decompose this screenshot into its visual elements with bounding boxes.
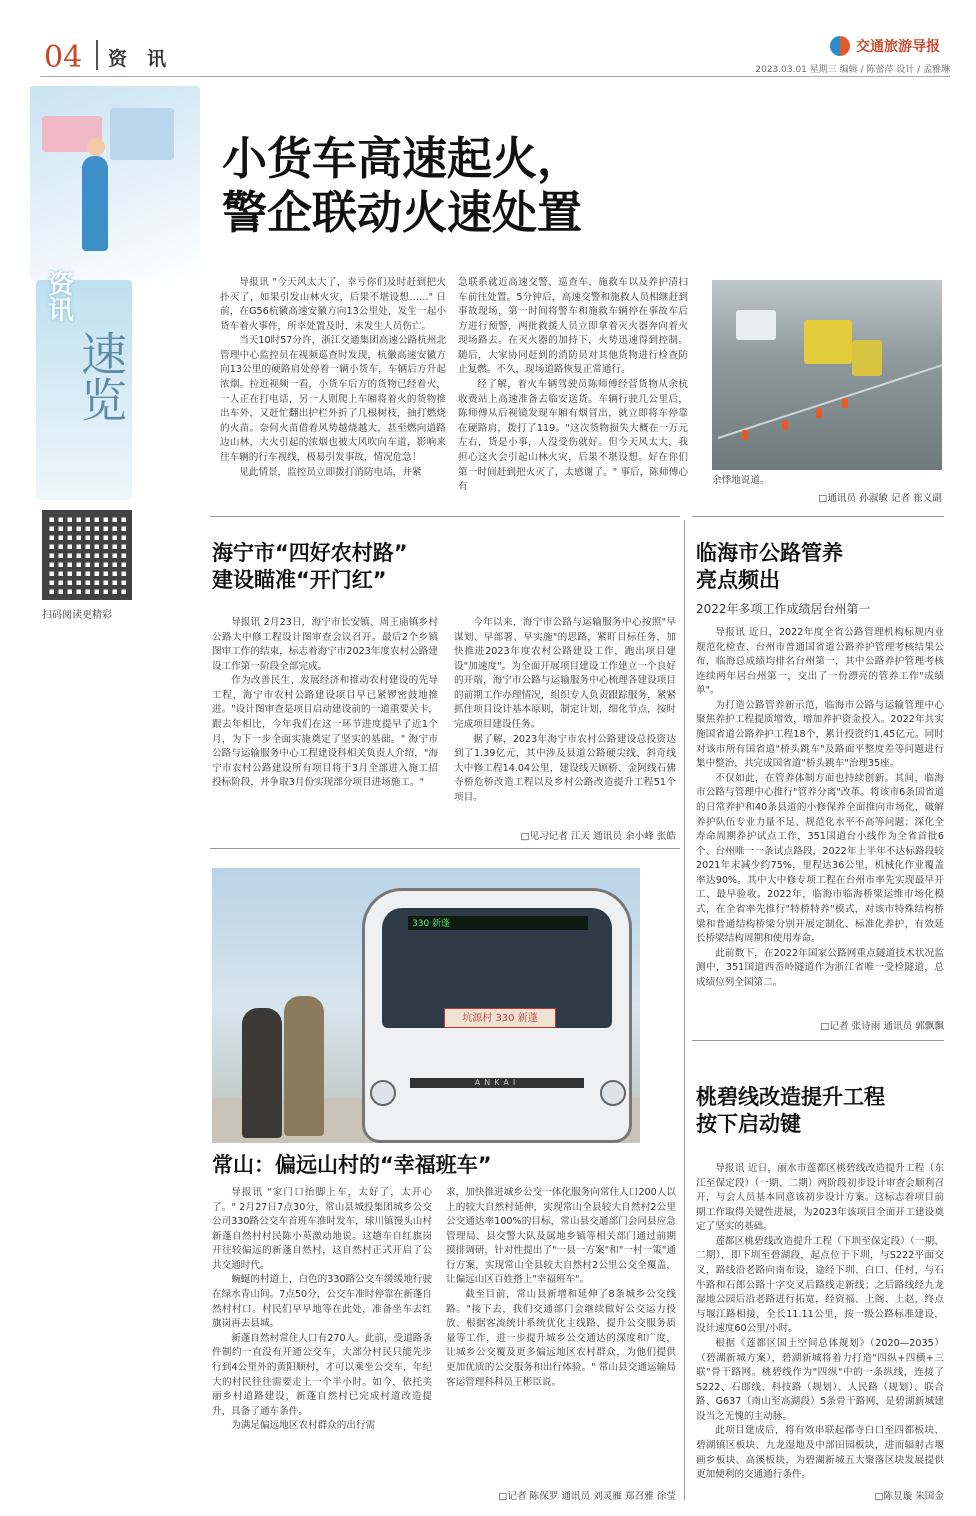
column-rule [684, 520, 685, 1500]
haining-headline-line1: 海宁市“四好农村路” [212, 541, 408, 565]
haining-paragraph: 据了解，2023年海宁市农村公路建设总投资达到了1.39亿元，其中涉及县道公路硬尖线、斜奇线大中修工程14.04公里，建设线天顾桥、金阿线石佛寺桥危桥改造工程以及乡村公路改造提升工程51个项目。 [454, 733, 676, 803]
truck-icon [804, 320, 852, 364]
bus-destination-sign: 330 新蓬 [408, 916, 588, 930]
changshan-paragraph: 截至目前，常山县新增和延伸了8条城乡公交线路。"接下去，我们交通部门会继续做好公交运力投放、根据客流统计系统优化主线路、提升公交服务质量等工作，进一步提升城乡公交通达的深度和广度，让城乡公交覆及更多偏远地区农村群众，为他们提供更加优质的公交服务和出行体验。" 常山县交通运输局客运管理科科员王彬臣说。 [446, 1289, 676, 1388]
taobi-paragraph: 此项目建成后，将有效串联起郡寺白口至四都板块、碧湖镇区板块、九龙湿地及中部田园板块，进而辐射古堰画乡板块、高溪板块，为碧湖新城五大聚落区块发展提供更加便利的交通通行条件。 [696, 1425, 944, 1481]
linhai-paragraph: 导报讯 近日，2022年度全省公路管理机构标规内业规范化检查、台州市普通国省道公路养护管理考核结果公布，临海总成绩均排名台州第一，其中公路养护管理考核连续两年居台州第一，交出了一份漂亮的管养工作"成绩单"。 [696, 627, 944, 697]
haining-paragraph: 导报讯 2月23日，海宁市长安镇、周王庙镇乡村公路大中修工程设计图审查会议召开。最后2个乡镇图审工作的结束，标志着海宁市2023年度农村公路建设工作第一阶段全部完成。 [212, 617, 438, 672]
qr-caption: 扫码阅读更精彩 [42, 610, 112, 621]
changshan-paragraph: 求，加快推进城乡公交一体化服务向常住人口200人以上的较大自然村延伸，实现常山全县较大自然村2公里公交通达率100%的目标，常山县交通部门会同县应急管理局、县交警大队及属地乡镇等相关部门通过前期摸排调研，针对性提出了"一县一方案"和"一村一策"通行方案，实现常山全县较大自然村2公里公交全覆盖，让偏远山区百姓搭上"幸福班车"。 [446, 1187, 676, 1286]
headlight-icon [370, 1080, 396, 1106]
paper-name: 交通旅游导报 [856, 39, 940, 55]
sidebar-title-a: 资讯 [43, 270, 74, 322]
lead-column-3 [712, 474, 942, 489]
traffic-cone-icon [782, 420, 788, 430]
changshan-paragraph: 蜿蜒的村道上，白色的330路公交车缓缓地行驶在绿水青山间。7点50分，公交车准时停靠在新蓬自然村村口。村民们早早地等在此处，准备坐车去红旗岗再去县城。 [212, 1274, 432, 1330]
lead-headline [222, 132, 782, 240]
bus-photo [212, 868, 640, 1143]
traffic-cone-icon [742, 430, 748, 440]
taobi-paragraph: 导报讯 近日，丽水市莲都区桃碧线改造提升工程（东江至保定段）（一期、二期）两阶段初步设计审查会顺利召开，与会人员基本同意该初步设计方案。这标志着项目前期工作取得关键性进展，为2023年该项目全面开工建设奠定了坚实的基础。 [696, 1163, 944, 1233]
section-rule [692, 1040, 944, 1041]
bus-brand: ANKAI [410, 1078, 584, 1088]
dateline: 2023.03.01 星期三 编辑 / 陈蕾萍 设计 / 孟雅琳 [755, 65, 950, 75]
lead-paragraph: 当天10时57分许，浙江交通集团高速公路杭州北管理中心监控员在视频巡查时发现，杭徽高速安徽方向13公里的硬路肩处停着一辆小货车，车辆后方升起浓烟。拉近视频一看，小货车后方的货物已经着火，一人正在打电话，另一人则爬上车厢将着火的货物推出车外，又赶忙翻出护栏外折了几根树枝，抽打燃烧的火苗。奈何火苗借着风势越烧越大，甚至燃向道路边山林，大火引起的浓烟也被大风吹向车道，影响来往车辆的行车视线，极易引发事故，情况危急！ [220, 335, 446, 463]
changshan-paragraph: 导报讯 "家门口抬脚上车，太好了，太开心了。" 2月27日7点30分，常山县城投集团城乡公交公司330路公交车首班车准时发车，球川镇馒头山村新蓬自然村村民陈小英激动地说。这趟车自红旗岗开往较偏远的新蓬自然村，这自然村正式开启了公共交通时代。 [212, 1187, 432, 1271]
lead-byline: □通讯员 孙淑敏 记者 崔义副 [818, 493, 942, 504]
taobi-paragraph: 根据《莲都区国土空间总体规划》（2020—2035）（碧湖新城方案），碧湖新城将着力打造"四纵+四横+三联"骨干路网。桃碧线作为"四纵"中的一条纵线，连接了S222、石郎线、科技路（规划）、人民路（规划）、联合路、G637（南山至高湖段）5条骨干路网，是碧湖新城建设当之无愧的主动脉。 [696, 1337, 944, 1422]
lead-column-1 [220, 276, 446, 480]
lead-paragraph: 经了解，着火车辆驾驶员陈师傅经营货物从余杭收费站上高速准备去临安送货。车辆行驶几公里后，陈师傅从后视镜发现车厢有烟冒出，就立即将车停靠在硬路肩，拨打了119。"这次货物损失大概在一万元左右，货是小事，人没受伤就好。但今天风太大，我担心这火会引起山林火灾，后果不堪设想。好在你们第一时间赶到把火灭了，太感谢了。" 事后，陈师傅心有 [458, 379, 688, 493]
logo-icon [830, 36, 850, 56]
lead-paragraph: 导报讯 "今天风太大了，幸亏你们及时赶到把火扑灭了，如果引发山林火灾，后果不堪设想……" 日前，在G56杭徽高速安徽方向13公里处，发生一起小货车着火事件，所幸处置及时，未发生人员伤亡。 [220, 277, 446, 332]
haining-column-1 [212, 616, 438, 791]
haining-byline: □见习记者 江天 通讯员 余小峰 张皓 [520, 831, 676, 842]
haining-headline [212, 540, 672, 595]
taobi-headline-line2: 按下启动键 [696, 1112, 801, 1137]
linhai-paragraph: 此前数下，在2022年国家公路网重点隧道技术状况监测中，351国道西岙岭隧道作为浙江省唯一受检隧道，总成绩位列全国第二。 [696, 947, 944, 988]
villager-figure-icon [242, 1008, 282, 1138]
changshan-column-2 [446, 1186, 676, 1390]
header-divider [96, 40, 98, 70]
haining-paragraph: 作为改善民生、发展经济和推动农村建设的先导工程，海宁市农村公路建设项目早已紧锣密鼓地推进。"设计图审查是项目启动建设前的一道重要关卡，跟去年相比，今年我们在这一环节进度提早了近1个月，为下一步全面实施奠定了坚实的基础。" 海宁市公路与运输服务中心工程建设科相关负责人介绍，"海宁市农村公路建设所有项目将于3月全部进入施工招投标阶段，并争取3月份实现部分项目进场施工。" [212, 675, 438, 789]
lead-headline-line2: 警企联动火速处置 [222, 186, 583, 239]
lead-photo [712, 280, 942, 470]
taobi-body [696, 1162, 944, 1483]
lead-column-2 [458, 276, 688, 495]
linhai-headline-line2: 亮点频出 [696, 568, 780, 593]
truck-icon [852, 340, 882, 376]
page-number: 04 [44, 40, 83, 75]
lead-paragraph: 见此情景，监控员立即拨打消防电话，并紧 [239, 466, 422, 478]
paper-logo [830, 36, 940, 56]
linhai-deck: 2022年多项工作成绩居台州第一 [696, 602, 871, 616]
car-icon [736, 310, 776, 340]
header-rule [40, 76, 950, 77]
lead-paragraph: 急联系就近高速交警、巡查车、施救车以及养护清扫车前往处置。5分钟后，高速交警和施救人员相继赶到事故现场，第一时间将警车和施救车辆停在事故车后方进行预警，两批救援人员立即拿着灭火器奔向着火现场路去。在灭火器的加持下，火势迅速得到控制。随后，大家协同赶到的消防员对其他货物进行检查防止复燃。不久，现场道路恢复正常通行。 [458, 277, 688, 376]
person-head-icon [87, 138, 105, 156]
linhai-paragraph: 为打造公路管养新示范，临海市公路与运输管理中心聚焦养护工程提质增效，增加养护资金投入。2022年共实施国省道公路养护工程18个，累计投资约1.45亿元。同时对该市所有国省道"桥头跳车"及路面平整度差等问题进行集中整治，共完成国省道"桥头跳车"治理35座。 [696, 699, 944, 770]
lead-headline-line1: 小货车高速起火， [222, 132, 583, 185]
linhai-byline: □记者 张诗雨 通讯员 郭飘飘 [820, 1021, 944, 1032]
changshan-paragraph: 为满足偏远地区农村群众的出行需 [231, 1420, 376, 1432]
sidebar-illustration [30, 86, 200, 281]
haining-column-2 [454, 616, 676, 806]
haining-paragraph: 今年以来，海宁市公路与运输服务中心按照"早谋划、早部署、早实施"的思路，紧盯目标任务，加快推进2023年度农村公路建设工作，跑出项目建设"加速度"。为全面开展项目建设工作建立一个良好的开端，海宁市公路与运输服务中心梳理各建设项目的前期工作办理情况，组织专人负责跟踪服务，紧紧抓住项目设计基本原则，制定计划，细化节点，按时完成项目建设任务。 [454, 617, 676, 731]
changshan-column-1 [212, 1186, 432, 1434]
villager-figure-icon [284, 996, 324, 1136]
linhai-body [696, 626, 944, 990]
taobi-byline: □陈昱璇 朱国金 [874, 1491, 944, 1502]
bus-route-placard: 坑源村 330 新蓬 [444, 1008, 556, 1028]
lead-paragraph: 余悸地说道。 [712, 475, 770, 486]
headlight-icon [600, 1080, 626, 1106]
lane-marking [718, 363, 942, 439]
traffic-cone-icon [842, 398, 848, 408]
linhai-headline-line1: 临海市公路管养 [696, 541, 843, 565]
dashboard-card-icon [110, 108, 174, 160]
linhai-headline [696, 540, 946, 595]
taobi-headline-line1: 桃碧线改造提升工程 [696, 1085, 885, 1109]
haining-headline-line2: 建设瞄准“开门红” [212, 568, 387, 593]
person-figure-icon [82, 156, 108, 251]
taobi-headline [696, 1084, 946, 1139]
section-rule [692, 516, 944, 517]
changshan-headline: 常山：偏远山村的“幸福班车” [212, 1153, 492, 1177]
section-name: 资讯 [108, 48, 187, 70]
section-rule [210, 516, 680, 517]
qr-code-icon[interactable] [42, 510, 132, 600]
taobi-paragraph: 莲都区桃碧线改造提升工程（下圳至保定段）（一期、二期），即下圳至碧湖段，起点位于下圳，与S222平面交叉，路线沿老路向南布设，途经下圳、白口、任村，与石牛路和石郎公路十字交叉后路线走新线；之后路线经九龙湿地公园后沿老路进行拓宽，经资福、上阁、上赵，终点与堰江路相接，全长11.11公里，按一级公路标准建设，设计速度60公里/小时。 [696, 1235, 944, 1335]
sidebar-title-b: 速览 [74, 330, 128, 422]
linhai-paragraph: 不仅如此，在管养体制方面也持续创新。其间，临海市公路与管理中心推行"管养分离"改革。将该市6条国省道的日常养护和40条县道的小修保养全面推向市场化，破解养护队伍专业力量不足、规范化水平不高等问题；深化全寿命周期养护试点工作，351国道台小线作为全省首批6个、台州唯一一条试点路段，2022年上半年不达标路段较2021年末减少约75%，里程达36公里，机械化作业覆盖率达90%。其中大中修专项工程在台州市率先实现最早开工、最早验收。2022年，临海市临海桥梁运维市场化模式，在全省率先推行"特桥特养"模式，对该市特殊结构桥梁和普通结构桥梁分别开展定制化、标准化养护，有效延长桥梁结构周期和使用寿命。 [696, 772, 944, 945]
changshan-paragraph: 新蓬自然村常住人口有270人。此前，受道路条件制约一直没有开通公交车，大部分村民只能先步行到4公里外的黄阳顺村，才可以乘坐公交车，年纪大的村民往往需要走上一个半小时。如今，依托美丽乡村道路建设，新蓬自然村已完成村道改造提升，具备了通车条件。 [212, 1332, 432, 1417]
changshan-byline: □记者 陈保罗 通讯员 刘灵雁 郑召雅 徐莹 [498, 1491, 676, 1502]
traffic-cone-icon [816, 408, 822, 418]
section-rule [210, 848, 680, 849]
